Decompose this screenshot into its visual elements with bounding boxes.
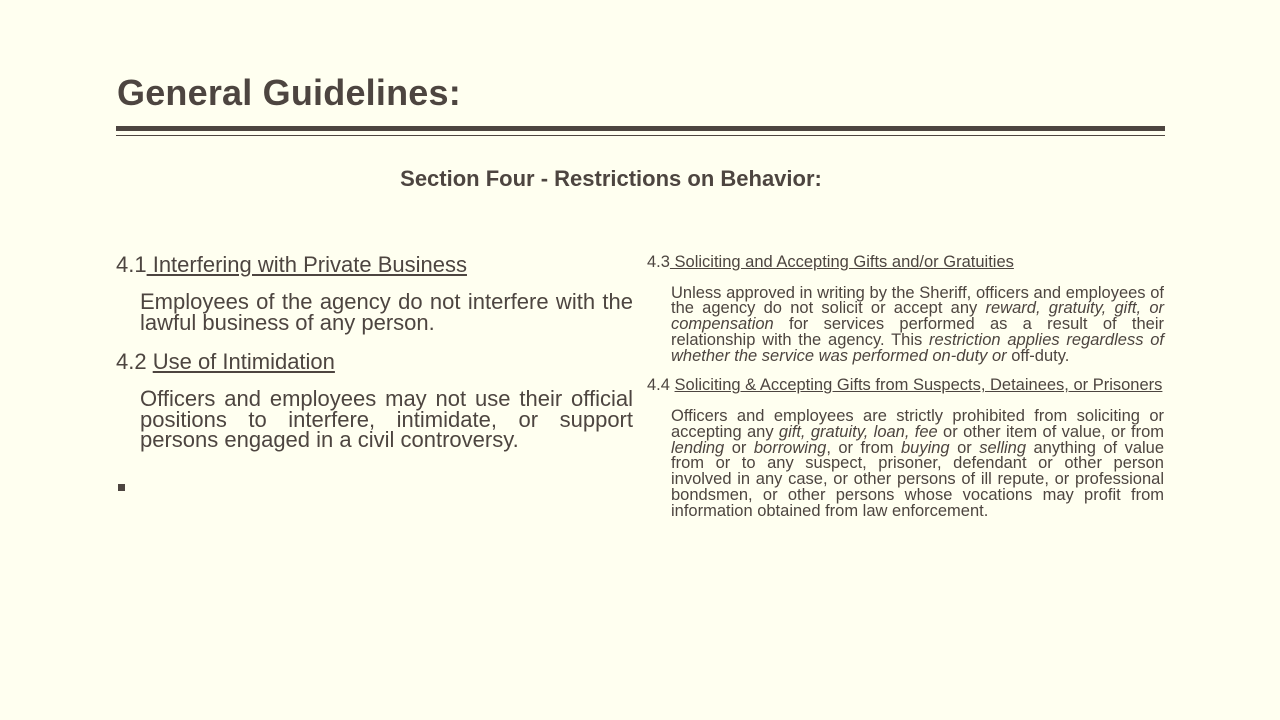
item-4-1-heading: [116, 252, 633, 278]
body-text: , or from: [826, 438, 901, 457]
item-title: Use of Intimidation: [152, 349, 335, 374]
body-text: or: [949, 438, 980, 457]
body-emphasis: borrowing: [753, 438, 827, 457]
body-emphasis: buying: [900, 438, 950, 457]
bullet-square-icon: [118, 484, 125, 491]
item-number: 4.4: [647, 376, 675, 395]
body-emphasis: lending: [671, 438, 725, 457]
item-title: Soliciting and Accepting Gifts and/or Gratuities: [669, 253, 1014, 271]
body-emphasis: restriction applies regardless of whether the service was performed on-duty or: [671, 330, 1164, 365]
item-4-4-body: [671, 406, 1165, 520]
body-text: off-duty.: [1006, 346, 1070, 365]
item-4-4-heading: [647, 378, 1164, 394]
title-divider-thin: [116, 135, 1165, 136]
body-emphasis: selling: [979, 438, 1027, 457]
body-text: or: [724, 438, 754, 457]
body-text: Unless approved in writing by the Sheriff, officers and employees of the agency do not solicit or accept any: [671, 283, 1164, 318]
item-title: Soliciting & Accepting Gifts from Suspects, Detainees, or Prisoners: [674, 376, 1163, 395]
item-title: Interfering with Private Business: [146, 252, 467, 277]
item-number: 4.2: [116, 349, 153, 374]
right-column: [647, 255, 1164, 534]
item-4-3-heading: [647, 255, 1164, 271]
item-4-3-body: [671, 283, 1164, 365]
slide-title: General Guidelines:: [117, 72, 461, 113]
item-4-2-heading: [116, 349, 633, 375]
body-emphasis: reward, gratuity, gift, or compensation: [671, 299, 1164, 334]
item-4-2-body: Officers and employees may not use their official positions to interfere, intimidate, or support persons engaged in a civil controversy.: [140, 386, 633, 452]
body-text: or other item of value, or from: [937, 422, 1164, 441]
item-4-1-body: Employees of the agency do not interfere with the lawful business of any person.: [140, 289, 633, 335]
left-column: [116, 252, 633, 467]
body-text: anything of value from or to any suspect, prisoner, defendant or other person involved in any case, or other persons of ill repute, or professional bondsmen, or other persons whose vocations may profit from information obtained from law enforcement.: [671, 438, 1165, 520]
item-number: 4.1: [116, 252, 147, 277]
title-divider-thick: [116, 126, 1165, 131]
section-heading: Section Four - Restrictions on Behavior:: [400, 166, 822, 191]
body-text: Officers and employees are strictly prohibited from soliciting or accepting any: [671, 406, 1164, 441]
item-number: 4.3: [647, 253, 670, 271]
body-text: for services performed as a result of their relationship with the agency. This: [671, 315, 1164, 349]
body-emphasis: gift, gratuity, loan, fee: [778, 422, 938, 441]
